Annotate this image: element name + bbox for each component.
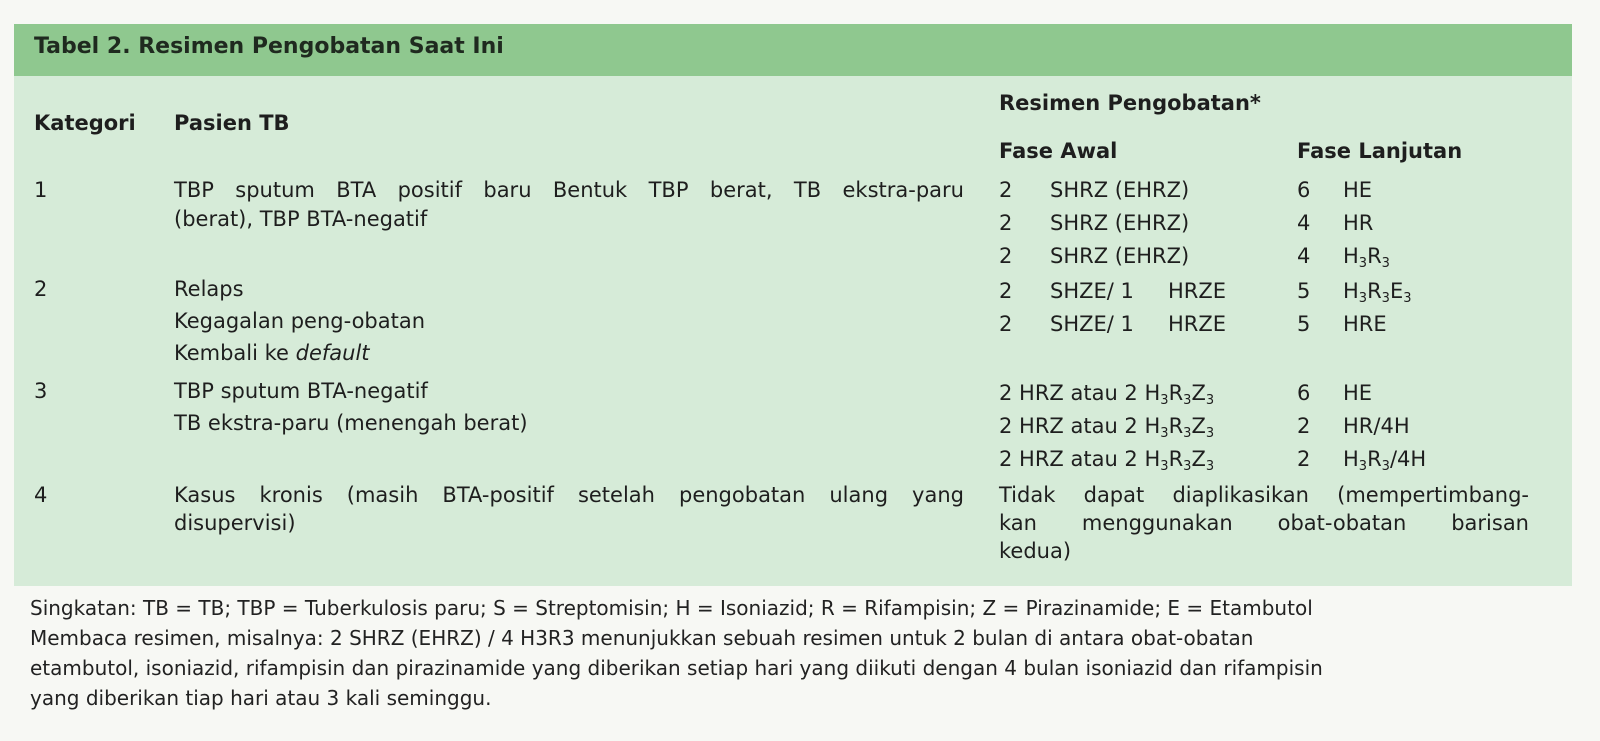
regimen-4-lanjut-formula: $H_3R_3E_3$ [1343, 279, 1412, 306]
regimen-5-lanjut-num: 5 [1297, 312, 1311, 336]
regimen-1-lanjut-drug: HE [1343, 178, 1373, 202]
regimen-4-awal-num: 2 [999, 279, 1013, 303]
regimen-2-awal-num: 2 [999, 211, 1013, 235]
regimen-3-awal-num: 2 [999, 244, 1013, 268]
cat4-na-line1: Tidak dapat diaplikasikan (mempertimbang- [999, 483, 1529, 507]
cat4-na-line2: kan menggunakan obat-obatan barisan [999, 511, 1529, 535]
regimen-5-awal-drug2: HRZE [1168, 312, 1227, 336]
regimen-7-awal-formula: 2 HRZ atau 2 $H_3R_3Z_3$ [999, 414, 1215, 441]
cat1-pasien-line1: TBP sputum BTA positif baru Bentuk TBP berat, TB ekstra-paru [174, 178, 964, 202]
regimen-5-awal-drug: SHZE/ 1 [1050, 312, 1134, 336]
cat3-pasien-line1: TBP sputum BTA-negatif [174, 379, 428, 403]
regimen-7-lanjut-num: 2 [1297, 414, 1311, 438]
table-title: Tabel 2. Resimen Pengobatan Saat Ini [34, 34, 504, 59]
cat4-label: 4 [34, 483, 48, 507]
regimen-5-awal-num: 2 [999, 312, 1013, 336]
cat2-label: 2 [34, 277, 48, 301]
cat4-pasien-line2: disupervisi) [174, 511, 296, 535]
regimen-1-awal-num: 2 [999, 178, 1013, 202]
regimen-4-lanjut-num: 5 [1297, 279, 1311, 303]
note-abbreviations: Singkatan: TB = TB; TBP = Tuberkulosis paru; S = Streptomisin; H = Isoniazid; R = Rifampisin; Z = Pirazinamide; E = Etambutol [30, 596, 1313, 620]
cat1-pasien-line2: (berat), TBP BTA-negatif [174, 207, 428, 231]
regimen-2-lanjut-drug: HR [1343, 211, 1374, 235]
regimen-6-awal-formula: 2 HRZ atau 2 $H_3R_3Z_3$ [999, 381, 1215, 408]
regimen-3-awal-drug: SHRZ (EHRZ) [1050, 244, 1190, 268]
header-fase-lanjutan: Fase Lanjutan [1297, 139, 1463, 163]
header-pasien: Pasien TB [174, 111, 290, 135]
note-reading-line1: Membaca resimen, misalnya: 2 SHRZ (EHRZ) / 4 H3R3 menunjukkan sebuah resimen untuk 2 bulan di antara obat-obatan [30, 626, 1254, 650]
regimen-2-lanjut-num: 4 [1297, 211, 1311, 235]
default-italic: default [295, 341, 370, 365]
regimen-8-awal-formula: 2 HRZ atau 2 $H_3R_3Z_3$ [999, 447, 1215, 474]
regimen-1-lanjut-num: 6 [1297, 178, 1311, 202]
regimen-8-lanjut-num: 2 [1297, 447, 1311, 471]
cat2-pasien-line2: Kegagalan peng-obatan [174, 309, 426, 333]
regimen-3-lanjut-num: 4 [1297, 244, 1311, 268]
regimen-6-lanjut-drug: HE [1343, 381, 1373, 405]
regimen-8-lanjut-formula: $H_3R_3/4H$ [1343, 447, 1427, 474]
cat2-pasien-line1: Relaps [174, 277, 244, 301]
regimen-5-lanjut-drug: HRE [1343, 312, 1387, 336]
note-reading-line3: yang diberikan tiap hari atau 3 kali seminggu. [30, 686, 492, 710]
cat1-label: 1 [34, 178, 48, 202]
header-kategori: Kategori [34, 111, 136, 135]
regimen-3-lanjut-formula: $H_3R_3$ [1343, 244, 1390, 271]
regimen-1-awal-drug: SHRZ (EHRZ) [1050, 178, 1190, 202]
cat4-pasien-line1: Kasus kronis (masih BTA-positif setelah pengobatan ulang yang [174, 483, 964, 507]
header-resimen: Resimen Pengobatan* [999, 91, 1261, 115]
regimen-7-lanjut-drug: HR/4H [1343, 414, 1410, 438]
note-reading-line2: etambutol, isoniazid, rifampisin dan pirazinamide yang diberikan setiap hari yang diikuti dengan 4 bulan isoniazid dan rifampisin [30, 656, 1323, 680]
cat4-na-line3: kedua) [999, 539, 1072, 563]
regimen-4-awal-drug: SHZE/ 1 [1050, 279, 1134, 303]
cat3-label: 3 [34, 379, 48, 403]
regimen-2-awal-drug: SHRZ (EHRZ) [1050, 211, 1190, 235]
regimen-4-awal-drug2: HRZE [1168, 279, 1227, 303]
header-fase-awal: Fase Awal [999, 139, 1118, 163]
regimen-6-lanjut-num: 6 [1297, 381, 1311, 405]
cat3-pasien-line2: TB ekstra-paru (menengah berat) [174, 411, 528, 435]
cat2-pasien-line3: Kembali ke default [174, 341, 370, 365]
